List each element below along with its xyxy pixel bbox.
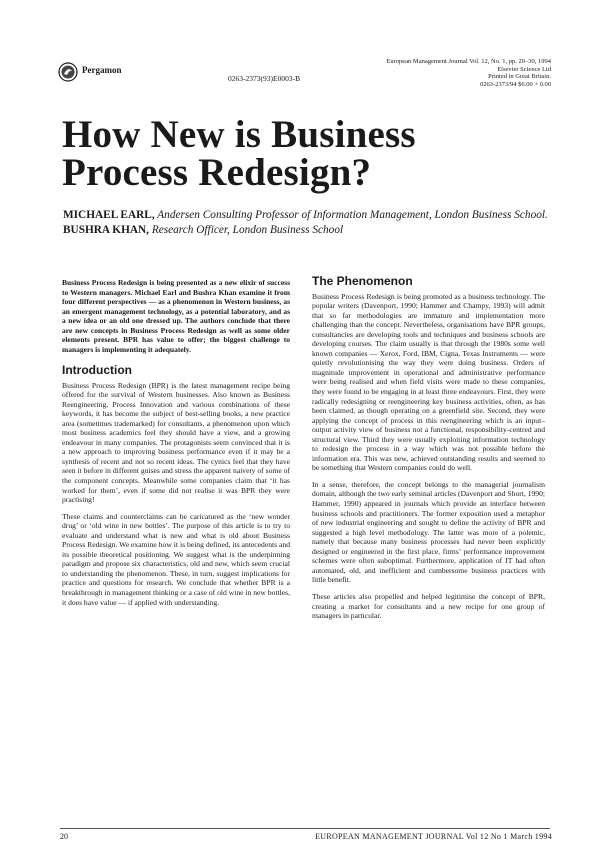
section-heading: The Phenomenon	[312, 274, 413, 288]
publisher-name: Pergamon	[82, 65, 122, 75]
title-line: How New is Business	[62, 113, 416, 156]
paragraph: In a sense, therefore, the concept belongs to the managerial journalism domain, although the two early seminal articles (Davenport and Short, 1990; Hammer, 1990) appeared in journals which provide an interface between business schools and practitioners. The former exposition used a metaphor of new industrial engineering and sought to define the activity of BPR and suggested a high level methodology. The latter was more of a polemic, namely that because many business processes had never been explicitly designed or engineered in the first place, firms’ performance improvement schemes were often suboptimal. Furthermore, application of IT had often automated, old, and inefficient and cumbersome business practices with little benefit.	[312, 479, 545, 585]
journal-citation	[345, 58, 551, 88]
journal-line: European Management Journal Vol. 12, No. 1, pp. 20–30, 1994	[386, 58, 551, 65]
page-number: 20	[60, 832, 68, 841]
journal-line: Printed in Great Britain.	[488, 73, 551, 81]
left-column	[62, 278, 290, 614]
author-name: BUSHRA KHAN,	[63, 224, 149, 236]
journal-line: 0263-2373/94 $6.00 + 0.00	[479, 80, 551, 88]
author-affiliation: Andersen Consulting Professor of Information Management, London Business School.	[154, 209, 548, 221]
right-column	[312, 274, 545, 628]
running-footer: EUROPEAN MANAGEMENT JOURNAL Vol 12 No 1 March 1994	[315, 832, 552, 841]
article-code: 0263-2373(93)E0003-B	[228, 74, 301, 83]
author-name: MICHAEL EARL,	[63, 209, 155, 221]
paragraph: These claims and counterclaims can be caricatured as the ‘new wonder drug’ or ‘old wine in new bottles’. The purpose of this article is to try to evaluate and understand what is new and what is old about Business Process Redesign. We examine how it is being defined, its antecedents and its possible theoretical positioning. We suggest what is the underpinning paradigm and propose six characteristics, old and new, which seem crucial to understanding the phenomenon. These, in turn, suggest implications for practice and questions for research. We conclude that whether BPR is a breakthrough in management thinking or a case of old wine in new bottles, it does have value — if applied with understanding.	[62, 511, 290, 607]
paragraph: These articles also propelled and helped legitimise the concept of BPR, creating a market for consultants and a new recipe for one group of managers in particular.	[312, 591, 545, 621]
journal-line: Elsevier Science Ltd	[497, 65, 551, 73]
section-heading: Introduction	[62, 363, 132, 377]
title-line: Process Redesign?	[62, 151, 372, 194]
author-line	[63, 208, 553, 238]
paragraph: Business Process Redesign is being promoted as a business technology. The popular writers (Davenport, 1990; Hammer and Champy, 1993) will admit that so far methodologies are immature and implementation more challenging than the concept. Nevertheless, organisations have BPR groups, consultancies are developing tools and techniques and business schools are developing courses. The claim usually is that through the 1980s some well known companies — Xerox, Ford, IBM, Cigna, Texas Instruments — were quietly revolutionising the way they were doing business. Orders of magnitude improvement in operational and administrative performance were being realised and when field visits were made to these companies, they were found to be engaging in at least three endeavours. First, they were radically redesigning or reengineering key business activities, often, as has been claimed, as though operating on a greenfield site. Second, they were applying the concept of process in this reengineering which is an input–output activity view of business not a functional, responsibility-centred and structural view. Third they were usually exploiting information technology to redesign the process in a way which was not possible before the information era. This was new, achieved outstanding results and seemed to be something that Western companies could do well.	[312, 291, 545, 473]
paragraph: Business Process Redesign (BPR) is the latest management recipe being offered for the survival of Western businesses. Also known as Business Reengineering, Process Innovation and various combinations of these keywords, it has become the subject of best-selling books, a new practice area (sometimes trademarked) for consultants, a phenomenon upon which most business academics feel they should have a view, and a growing endeavour in many companies. The protagonists seem convinced that it is a new approach to improving business performance even if it may be a synthesis of recent and not so recent ideas. The cynics feel that they have seen it before in different guises and stress the apparent naivety of some of the component concepts. Meanwhile some companies claim that ‘it has worked for them’, even if some did not realise it was BPR they were practising!	[62, 380, 290, 505]
footer-divider	[60, 828, 550, 829]
abstract: Business Process Redesign is being presented as a new elixir of success to Western managers. Michael Earl and Bushra Khan examine it from four different perspectives — as a phenomenon in Western business, as an emergent management technology, as a potential laboratory, and as a new idea or an old one dressed up. The authors conclude that there are new concepts in Business Process Redesign as well as some older elements present. BPR has value to offer; the biggest challenge to managers is implementing it adequately.	[62, 278, 290, 354]
pergamon-logo-icon	[58, 62, 78, 82]
author-affiliation: Research Officer, London Business School	[149, 224, 344, 236]
article-title	[62, 113, 542, 194]
